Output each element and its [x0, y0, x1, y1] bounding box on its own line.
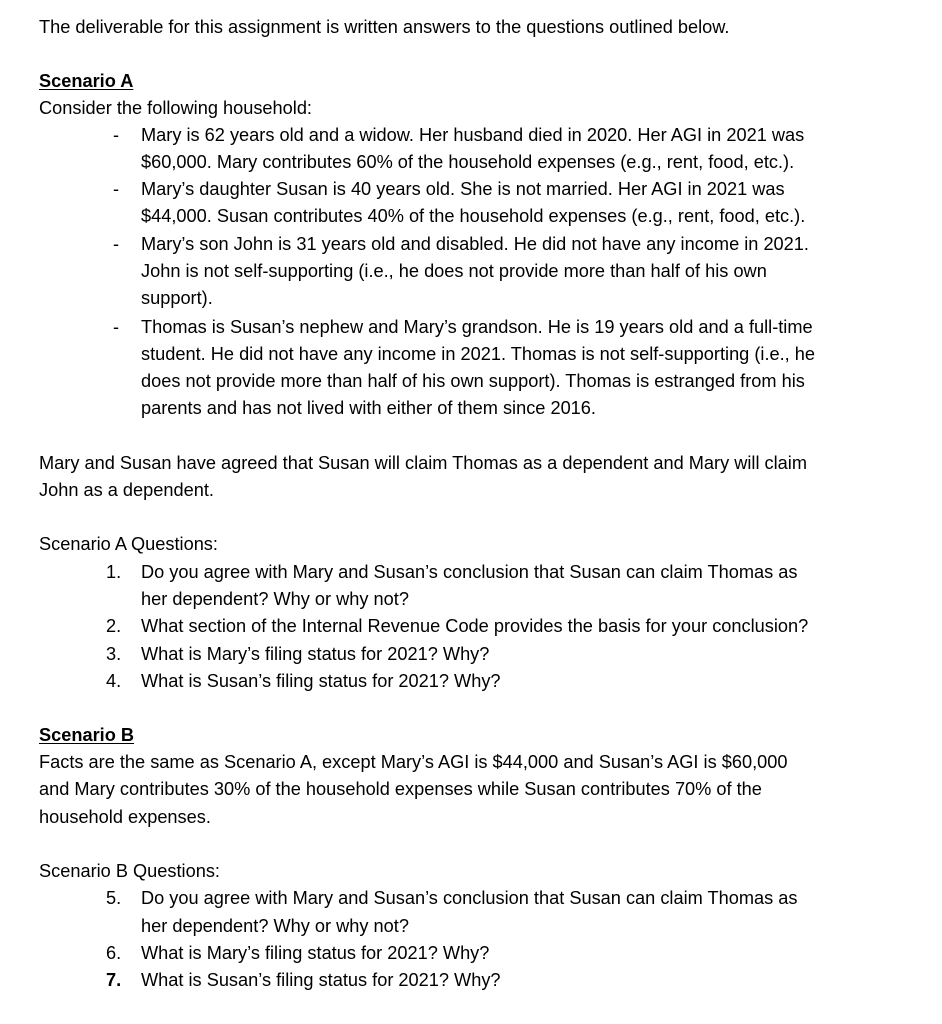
- scenario-b-heading: Scenario B: [39, 725, 135, 745]
- question-5-line-1: Do you agree with Mary and Susan’s conclusion that Susan can claim Thomas as: [141, 888, 798, 908]
- scenario-a-lead: Consider the following household:: [39, 98, 312, 118]
- bullet-1-line-1: Mary is 62 years old and a widow. Her husband died in 2020. Her AGI in 2021 was: [141, 125, 805, 145]
- scenario-b-facts-line-3: household expenses.: [39, 807, 211, 827]
- bullet-2-line-2: $44,000. Susan contributes 40% of the household expenses (e.g., rent, food, etc.).: [141, 206, 806, 226]
- question-number: 1.: [106, 562, 122, 582]
- scenario-b-facts-line-1: Facts are the same as Scenario A, except Mary’s AGI is $44,000 and Susan’s AGI is $60,000: [39, 752, 788, 772]
- bullet-2-line-1: Mary’s daughter Susan is 40 years old. She is not married. Her AGI in 2021 was: [141, 179, 785, 199]
- question-number: 7.: [106, 970, 122, 990]
- scenario-b-questions-heading: Scenario B Questions:: [39, 861, 220, 881]
- intro-text: The deliverable for this assignment is written answers to the questions outlined below.: [39, 17, 730, 37]
- bullet-4-line-4: parents and has not lived with either of them since 2016.: [141, 398, 596, 418]
- bullet-marker: -: [113, 234, 120, 254]
- scenario-b-facts-line-2: and Mary contributes 30% of the household expenses while Susan contributes 70% of the: [39, 779, 762, 799]
- scenario-a-questions-heading: Scenario A Questions:: [39, 534, 218, 554]
- agreement-line-1: Mary and Susan have agreed that Susan will claim Thomas as a dependent and Mary will claim: [39, 453, 807, 473]
- question-number: 3.: [106, 644, 122, 664]
- bullet-marker: -: [113, 125, 120, 145]
- question-number: 5.: [106, 888, 122, 908]
- question-5-line-2: her dependent? Why or why not?: [141, 916, 409, 936]
- bullet-marker: -: [113, 179, 120, 199]
- bullet-3-line-3: support).: [141, 288, 213, 308]
- bullet-3-line-1: Mary’s son John is 31 years old and disabled. He did not have any income in 2021.: [141, 234, 809, 254]
- bullet-4-line-3: does not provide more than half of his own support). Thomas is estranged from his: [141, 371, 805, 391]
- question-number: 2.: [106, 616, 122, 636]
- bullet-marker: -: [113, 317, 120, 337]
- bullet-4-line-1: Thomas is Susan’s nephew and Mary’s grandson. He is 19 years old and a full-time: [141, 317, 813, 337]
- bullet-1-line-2: $60,000. Mary contributes 60% of the household expenses (e.g., rent, food, etc.).: [141, 152, 795, 172]
- question-number: 4.: [106, 671, 122, 691]
- question-1-line-1: Do you agree with Mary and Susan’s conclusion that Susan can claim Thomas as: [141, 562, 798, 582]
- question-4-line-1: What is Susan’s filing status for 2021? Why?: [141, 671, 501, 691]
- question-7-line-1: What is Susan’s filing status for 2021? Why?: [141, 970, 501, 990]
- bullet-4-line-2: student. He did not have any income in 2021. Thomas is not self-supporting (i.e., he: [141, 344, 816, 364]
- question-2-line-1: What section of the Internal Revenue Code provides the basis for your conclusion?: [141, 616, 809, 636]
- question-3-line-1: What is Mary’s filing status for 2021? Why?: [141, 644, 490, 664]
- question-number: 6.: [106, 943, 122, 963]
- bullet-3-line-2: John is not self-supporting (i.e., he does not provide more than half of his own: [141, 261, 767, 281]
- agreement-line-2: John as a dependent.: [39, 480, 214, 500]
- question-6-line-1: What is Mary’s filing status for 2021? Why?: [141, 943, 490, 963]
- scenario-a-heading: Scenario A: [39, 71, 134, 91]
- question-1-line-2: her dependent? Why or why not?: [141, 589, 409, 609]
